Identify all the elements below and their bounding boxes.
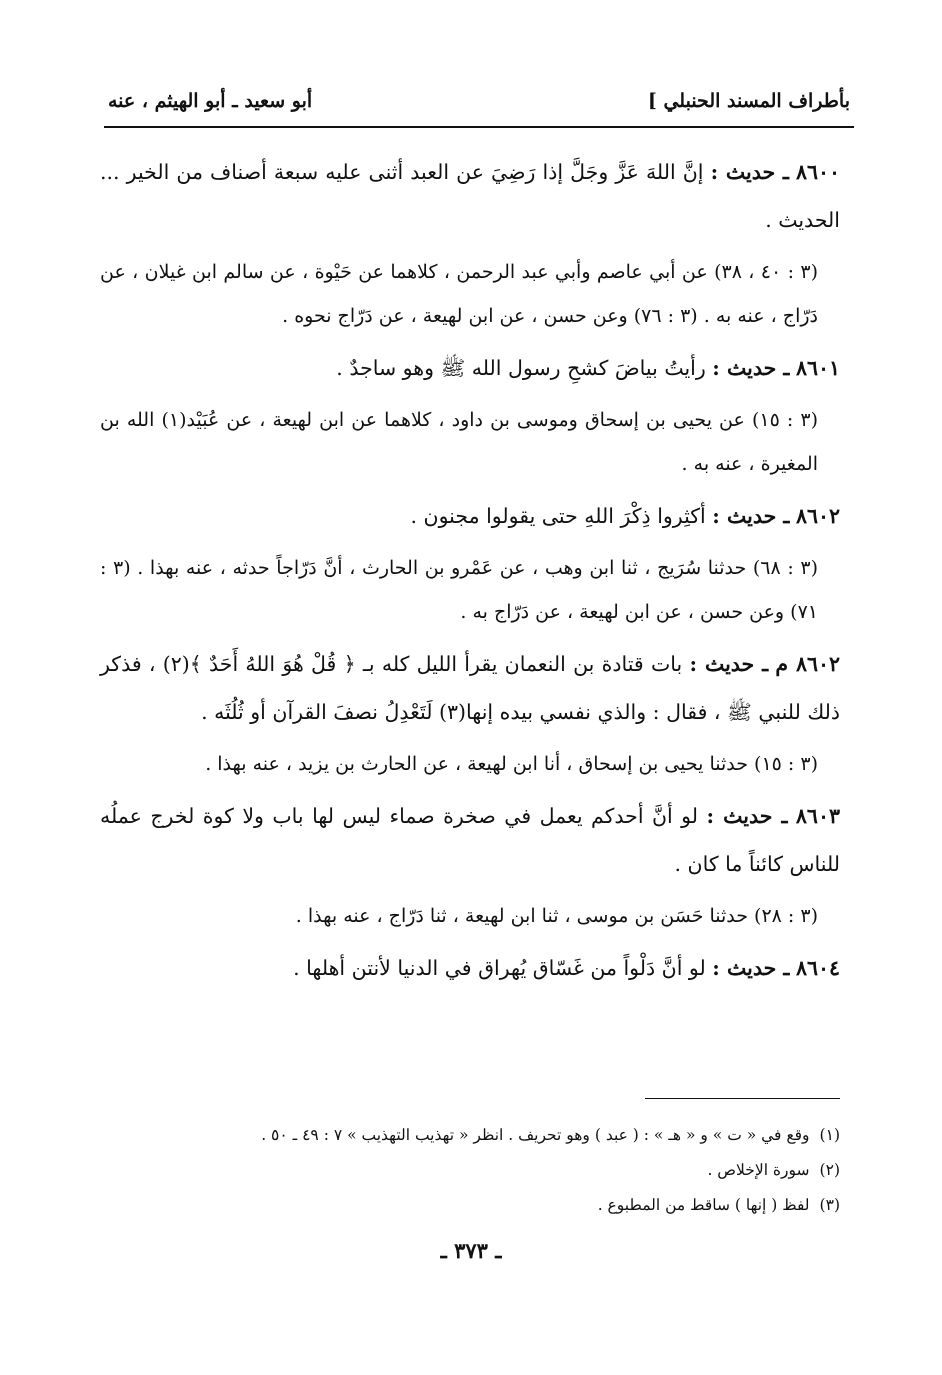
- hadith-keyword: ـ حديث :: [706, 804, 788, 828]
- footnote-mark: (١): [819, 1126, 840, 1144]
- hadith-8600: [100, 148, 840, 244]
- footnote-3: [100, 1188, 840, 1223]
- page-body: [100, 148, 840, 998]
- hadith-number: ٨٦٠٠: [795, 160, 840, 184]
- hadith-8604: [100, 944, 840, 992]
- header-book-title: بأطراف المسند الحنبلي ]: [647, 90, 850, 112]
- hadith-keyword: ـ حديث :: [710, 160, 789, 184]
- isnad-8600: (٣ : ٤٠ ، ٣٨) عن أبي عاصم وأبي عبد الرحمن ، كلاهما عن حَيْوة ، عن سالم ابن غيلان ، عن دَرّاج ، عنه به . (٣ : ٧٦) وعن حسن ، عن ابن لهيعة ، عن دَرّاج نحوه .: [100, 261, 818, 327]
- isnad-8602: (٣ : ٦٨) حدثنا سُرَيج ، ثنا ابن وهب ، عن عَمْرو بن الحارث ، أنَّ دَرّاجاً حدثه ، عنه بهذا . (٣ : ٧١) وعن حسن ، عن ابن لهيعة ، عن دَرّاج به .: [100, 557, 818, 623]
- isnad-8602m: (٣ : ١٥) حدثنا يحيى بن إسحاق ، أنا ابن لهيعة ، عن الحارث بن يزيد ، عنه بهذا .: [205, 753, 818, 775]
- hadith-8602m: [100, 640, 840, 736]
- footnote-divider: [645, 1098, 840, 1099]
- hadith-keyword: ـ حديث :: [712, 956, 790, 980]
- hadith-keyword: ـ حديث :: [712, 356, 790, 380]
- hadith-text: رأيتُ بياضَ كشحِ رسول الله ﷺ وهو ساجدٌ .: [336, 356, 706, 380]
- hadith-number: ٨٦٠٣: [795, 804, 840, 828]
- footnote-mark: (٢): [819, 1161, 840, 1179]
- footnote-mark: (٣): [819, 1196, 840, 1214]
- page-number: ـ ٣٧٣ ـ: [440, 1238, 502, 1263]
- hadith-number: ٨٦٠٢ م: [775, 652, 840, 676]
- isnad-8603: (٣ : ٢٨) حدثنا حَسَن بن موسى ، ثنا ابن لهيعة ، ثنا دَرّاج ، عنه بهذا .: [295, 905, 818, 927]
- hadith-number: ٨٦٠١: [795, 356, 840, 380]
- hadith-text: لو أنَّ أحدكم يعمل في صخرة صماء ليس لها باب ولا كوة لخرج عملُه للناس كائناً ما كان .: [100, 804, 840, 876]
- footnote-text: وقع في « ت » و « هـ » : ( عبد ) وهو تحريف . انظر « تهذيب التهذيب » ٧ : ٤٩ ـ ٥٠ .: [261, 1126, 810, 1144]
- header-section-title: أبو سعيد ـ أبو الهيثم ، عنه: [108, 90, 313, 112]
- hadith-number: ٨٦٠٢: [795, 504, 840, 528]
- header-divider: [104, 126, 854, 128]
- footnote-text: سورة الإخلاص .: [707, 1161, 810, 1179]
- hadith-text: بات قتادة بن النعمان يقرأ الليل كله بـ ﴿ قُلْ هُوَ اللهُ أَحَدٌ ﴾(٢) ، فذكر ذلك للنبي ﷺ ، فقال : والذي نفسي بيده إنها(٣) لَتَعْدِلُ نصفَ القرآن أو ثُلُثَه .: [100, 652, 840, 724]
- hadith-8603: [100, 792, 840, 888]
- hadith-8601: [100, 344, 840, 392]
- footnotes: [100, 1118, 840, 1223]
- footnote-text: لفظ ( إنها ) ساقط من المطبوع .: [597, 1196, 810, 1214]
- hadith-8602: [100, 492, 840, 540]
- hadith-keyword: ـ حديث :: [689, 652, 769, 676]
- hadith-keyword: ـ حديث :: [712, 504, 790, 528]
- isnad-8601: (٣ : ١٥) عن يحيى بن إسحاق وموسى بن داود ، كلاهما عن ابن لهيعة ، عن عُبَيْد(١) الله بن المغيرة ، عنه به .: [100, 409, 818, 475]
- hadith-text: إنَّ اللهَ عَزَّ وجَلَّ إذا رَضِيَ عن العبد أثنى عليه سبعة أصناف من الخير ... الحديث .: [100, 160, 840, 232]
- page-header: [108, 84, 850, 118]
- hadith-text: أكثِروا ذِكْرَ اللهِ حتى يقولوا مجنون .: [410, 504, 706, 528]
- hadith-number: ٨٦٠٤: [795, 956, 840, 980]
- footnote-2: [100, 1153, 840, 1188]
- hadith-text: لو أنَّ دَلْواً من غَسّاق يُهراق في الدنيا لأنتن أهلها .: [293, 956, 706, 980]
- footnote-1: [100, 1118, 840, 1153]
